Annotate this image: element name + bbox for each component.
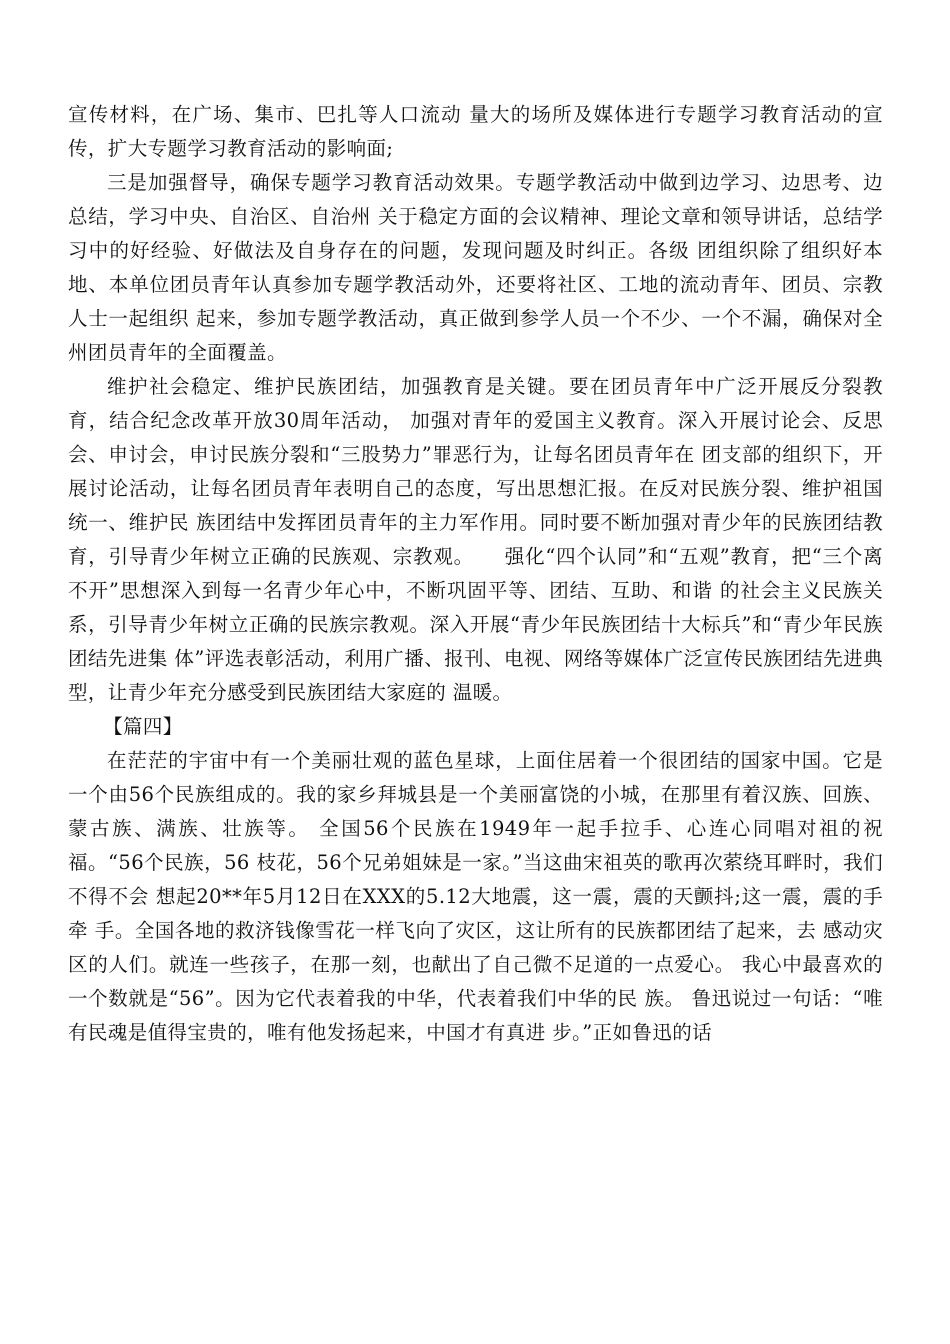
section-heading: 【篇四】 xyxy=(103,715,183,738)
paragraph-supervision: 三是加强督导，确保专题学习教育活动效果。专题学教活动中做到边学习、边思考、边总结，学习中央、自治区、自治州 关于稳定方面的会议精神、理论文章和领导讲话，总结学习中的好经验、好做法及自身存在的问题，发现问题及时纠正。各级 团组织除了组织好本地、本单位团员青年认真参加专题学教活动外，还要将社区、工地的流动青年、团员、宗教人士一起组织 起来，参加专题学教活动，真正做到参学人员一个不少、一个不漏，确保对全州团员青年的全面覆盖。 xyxy=(68,171,883,364)
paragraph-education: 维护社会稳定、维护民族团结，加强教育是关键。要在团员青年中广泛开展反分裂教育，结合纪念改革开放30周年活动， 加强对青年的爱国主义教育。深入开展讨论会、反思会、申讨会，申讨民族分裂和“三股势力”罪恶行为，让每名团员青年在 团支部的组织下，开展讨论活动，让每名团员青年表明自己的态度，写出思想汇报。在反对民族分裂、维护祖国统一、维护民 族团结中发挥团员青年的主力军作用。同时要不断加强对青少年的民族团结教育，引导青少年树立正确的民族观、宗教观。 强化“四个认同”和“五观”教育，把“三个离不开”思想深入到每一名青少年心中，不断巩固平等、团结、互助、和谐 的社会主义民族关系，引导青少年树立正确的民族宗教观。深入开展“青少年民族团结十大标兵”和“青少年民族团结先进集 体”评选表彰活动，利用广播、报刊、电视、网络等媒体广泛宣传民族团结先进典型，让青少年充分感受到民族团结大家庭的 温暖。 xyxy=(68,375,883,704)
paragraph-essay: 在茫茫的宇宙中有一个美丽壮观的蓝色星球，上面住居着一个很团结的国家中国。它是一个由56个民族组成的。我的家乡拜城县是一个美丽富饶的小城，在那里有着汉族、回族、蒙古族、满族、壮族等。 全国56个民族在1949年一起手拉手、心连心同唱对祖的祝福。“56个民族，56 枝花，56个兄弟姐妹是一家。”当这曲宋祖英的歌再次萦绕耳畔时，我们不得不会 想起20**年5月12日在XXX的5.12大地震，这一震，震的天颤抖;这一震，震的手牵 手。全国各地的救济钱像雪花一样飞向了灾区，这让所有的民族都团结了起来，去 感动灾区的人们。就连一些孩子，在那一刻，也献出了自己微不足道的一点爱心。 我心中最喜欢的一个数就是“56”。因为它代表着我的中华，代表着我们中华的民 族。 鲁迅说过一句话：“唯有民魂是值得宝贵的，唯有他发扬起来，中国才有真进 步。”正如鲁迅的话 xyxy=(68,749,883,1044)
document-body xyxy=(68,98,883,1050)
paragraph-continued: 宣传材料，在广场、集市、巴扎等人口流动 量大的场所及媒体进行专题学习教育活动的宣传，扩大专题学习教育活动的影响面; xyxy=(68,103,883,160)
